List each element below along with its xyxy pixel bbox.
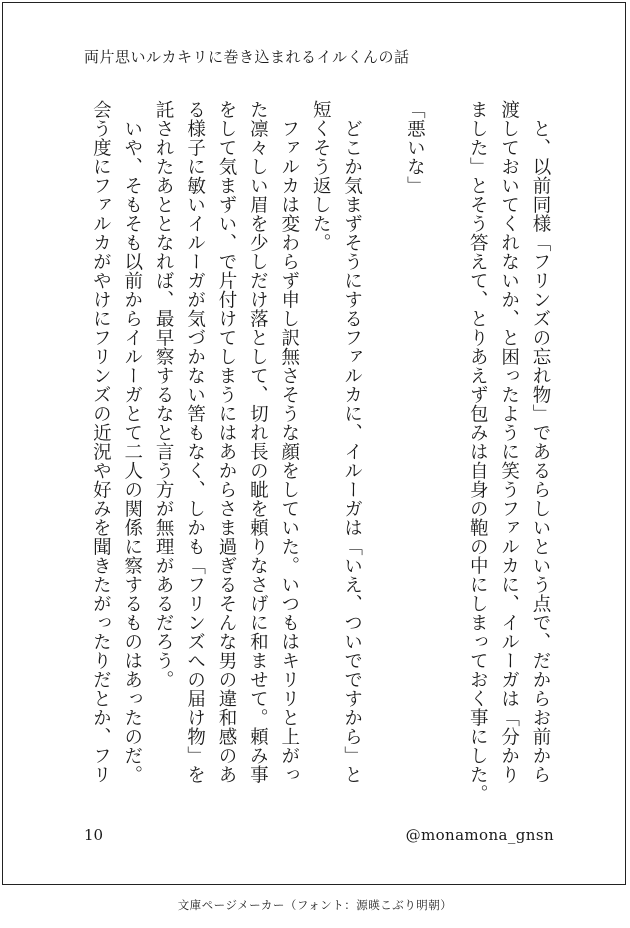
text-line: ファルカは変わらず申し訳無さそうな顔をしていた。いつもはキリリと上がっ bbox=[278, 100, 300, 784]
text-line: どこか気まずそうにするファルカに、イルーガは「いえ、ついでですから」と bbox=[341, 100, 363, 784]
body-text bbox=[85, 100, 556, 803]
blank-line bbox=[430, 100, 461, 800]
blank-line bbox=[368, 100, 399, 800]
footer-credit: 文庫ページメーカー（フォント：源暎こぶり明朝） bbox=[177, 898, 453, 912]
story-title: 両片思いルカキリに巻き込まれるイルくんの話 bbox=[84, 48, 410, 66]
text-line: る様子に敏いイルーガが気づかない筈もなく、しかも「フリンズへの届け物」を bbox=[184, 100, 206, 784]
text-line: ました」とそう答えて、とりあえず包みは自身の鞄の中にしまっておく事にした。 bbox=[467, 100, 489, 803]
author-handle: @monamona_gnsn bbox=[405, 826, 554, 844]
text-line: と、以前同様「フリンズの忘れ物」であるらしいという点で、だからお前から bbox=[530, 100, 551, 784]
text-line: いや、そもそも以前からイルーガとて二人の関係に察するものはあったのだ。 bbox=[121, 100, 143, 784]
text-line: をして気まずい、で片付けてしまうにはあからさま過ぎるそんな男の違和感のあ bbox=[215, 100, 237, 784]
text-line: 託されたあととなれば、最早察するなと言う方が無理があるだろう。 bbox=[153, 100, 175, 689]
text-line: 短くそう返した。 bbox=[310, 100, 332, 252]
text-line: 「悪いな」 bbox=[404, 100, 426, 195]
text-line: た凛々しい眉を少しだけ落として、切れ長の眦を頼りなさげに和ませて。頼み事 bbox=[247, 100, 269, 784]
text-line: 会う度にファルカがやけにフリンズの近況や好みを聞きたがったりだとか、フリ bbox=[90, 100, 112, 784]
page-number: 10 bbox=[84, 826, 104, 844]
text-line: 渡しておいてくれないか、と困ったように笑うファルカに、イルーガは「分かり bbox=[498, 100, 520, 784]
